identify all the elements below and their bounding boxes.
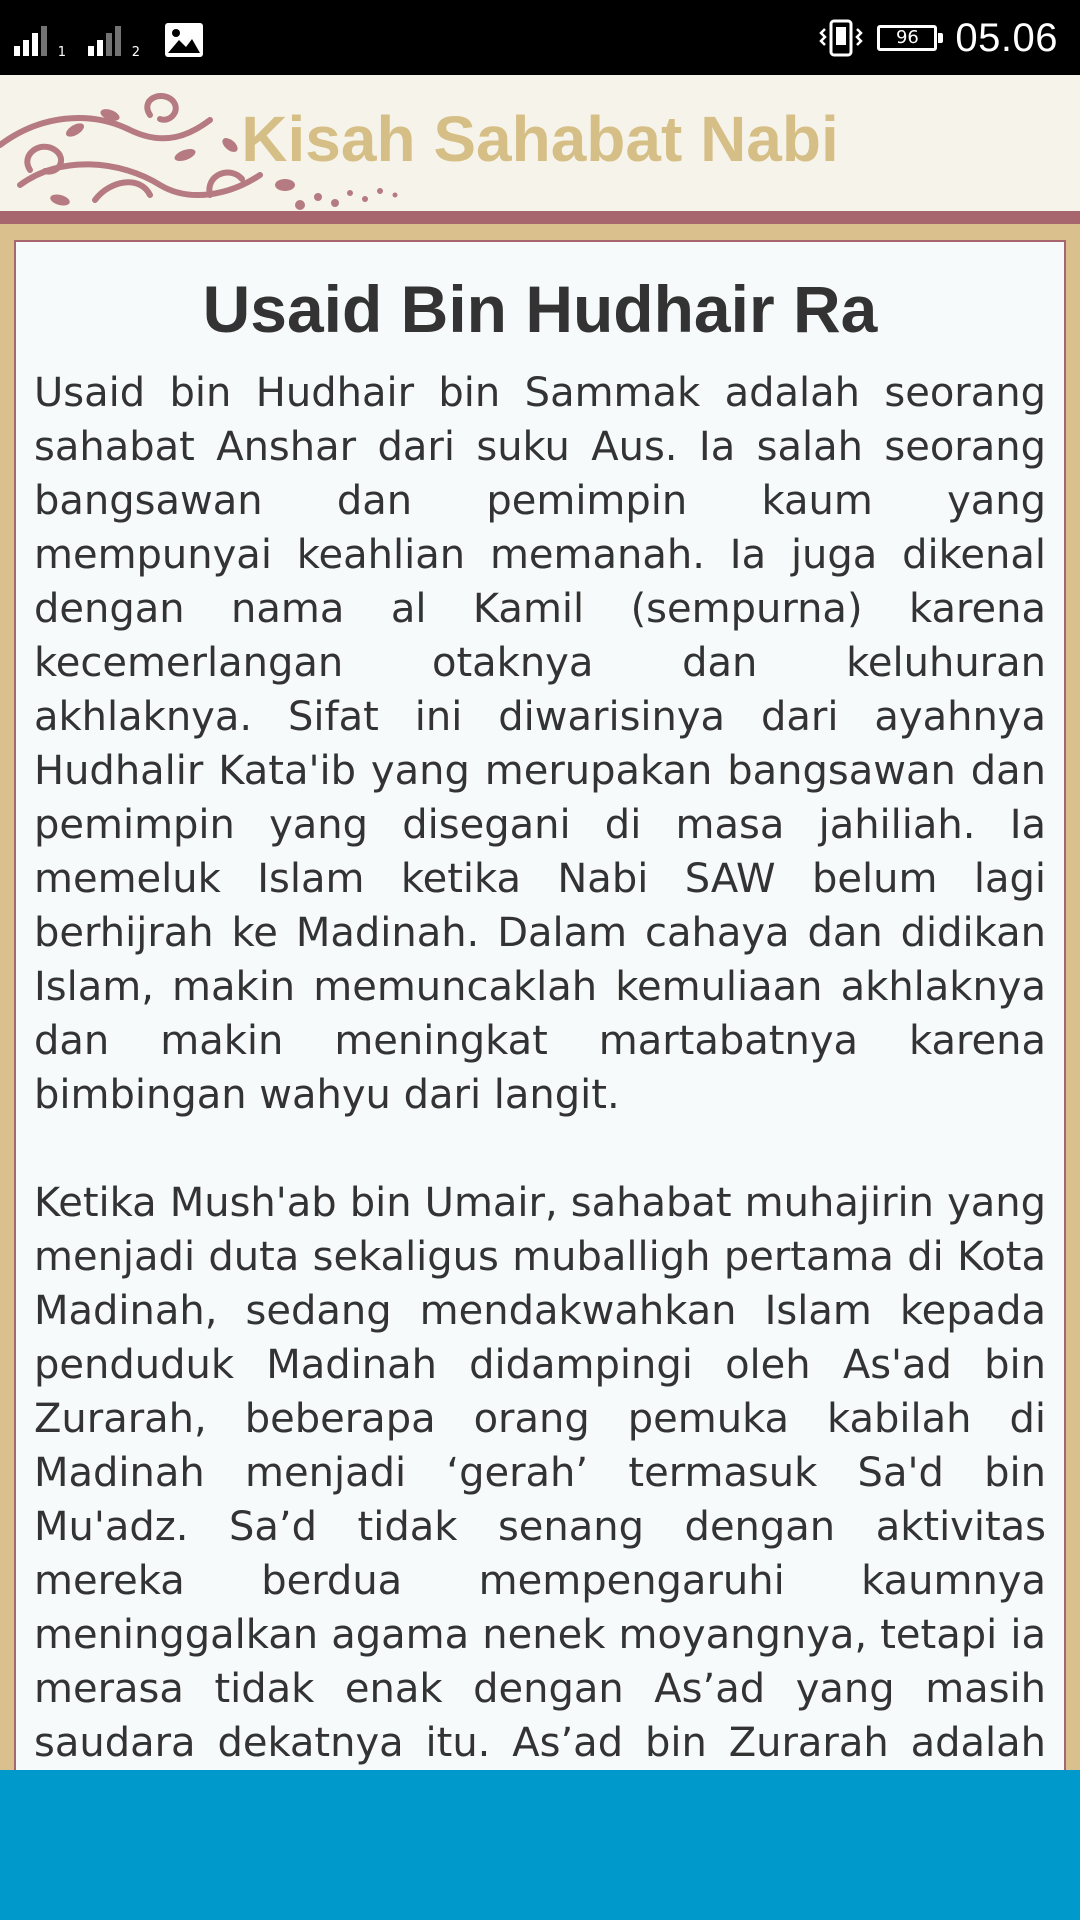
signal-sim1-icon (14, 20, 66, 60)
vibrate-icon (819, 19, 863, 57)
article-paragraph: Ketika Mush'ab bin Umair, sahabat muhajirin yang menjadi duta sekaligus muballigh pertama di Kota Madinah, sedang mendakwahkan Islam kepada penduduk Madinah didampingi oleh As'ad bin Zurarah, beberapa orang pemuka kabilah di Madinah menjadi ‘gerah’ termasuk Sa'd bin Mu'adz. Sa’d tidak senang dengan aktivitas mereka berdua mempengaruhi kaumnya meninggalkan agama nenek moyangnya, tetapi ia merasa tidak enak dengan As’ad yang masih saudara dekatnya itu. As’ad bin Zurarah adalah (34, 1180, 1046, 1766)
ad-banner[interactable] (0, 1770, 1080, 1920)
article-body (34, 366, 1046, 1824)
status-time: 05.06 (955, 15, 1058, 60)
signal-sim2-icon (88, 20, 140, 60)
sim1-label: 1 (57, 45, 66, 60)
sim2-label: 2 (131, 45, 140, 60)
battery-level: 96 (895, 27, 919, 48)
article-paragraph: Usaid bin Hudhair bin Sammak adalah seorang sahabat Anshar dari suku Aus. Ia salah seorang bangsawan dan pemimpin kaum yang mempunyai keahlian memanah. Ia juga dikenal dengan nama al Kamil (sempurna) karena kecemerlangan otaknya dan keluhuran akhlaknya. Sifat ini diwarisinya dari ayahnya Hudhalir Kata'ib yang merupakan bangsawan dan pemimpin yang disegani di masa jahiliah. Ia memeluk Islam ketika Nabi SAW belum lagi berhijrah ke Madinah. Dalam cahaya dan didikan Islam, makin memuncaklah kemuliaan akhlaknya dan makin meningkat martabatnya karena bimbingan wahyu dari langit. (34, 370, 1046, 1118)
status-right-icons (819, 10, 1058, 66)
gallery-icon (164, 22, 204, 58)
app-title: Kisah Sahabat Nabi (241, 103, 839, 175)
status-bar (0, 0, 1080, 75)
header-divider (0, 211, 1080, 224)
article-title: Usaid Bin Hudhair Ra (202, 272, 878, 346)
battery-icon (877, 25, 937, 51)
status-left-icons (14, 16, 204, 60)
app-header (0, 75, 1080, 211)
article-card[interactable] (14, 240, 1066, 1920)
